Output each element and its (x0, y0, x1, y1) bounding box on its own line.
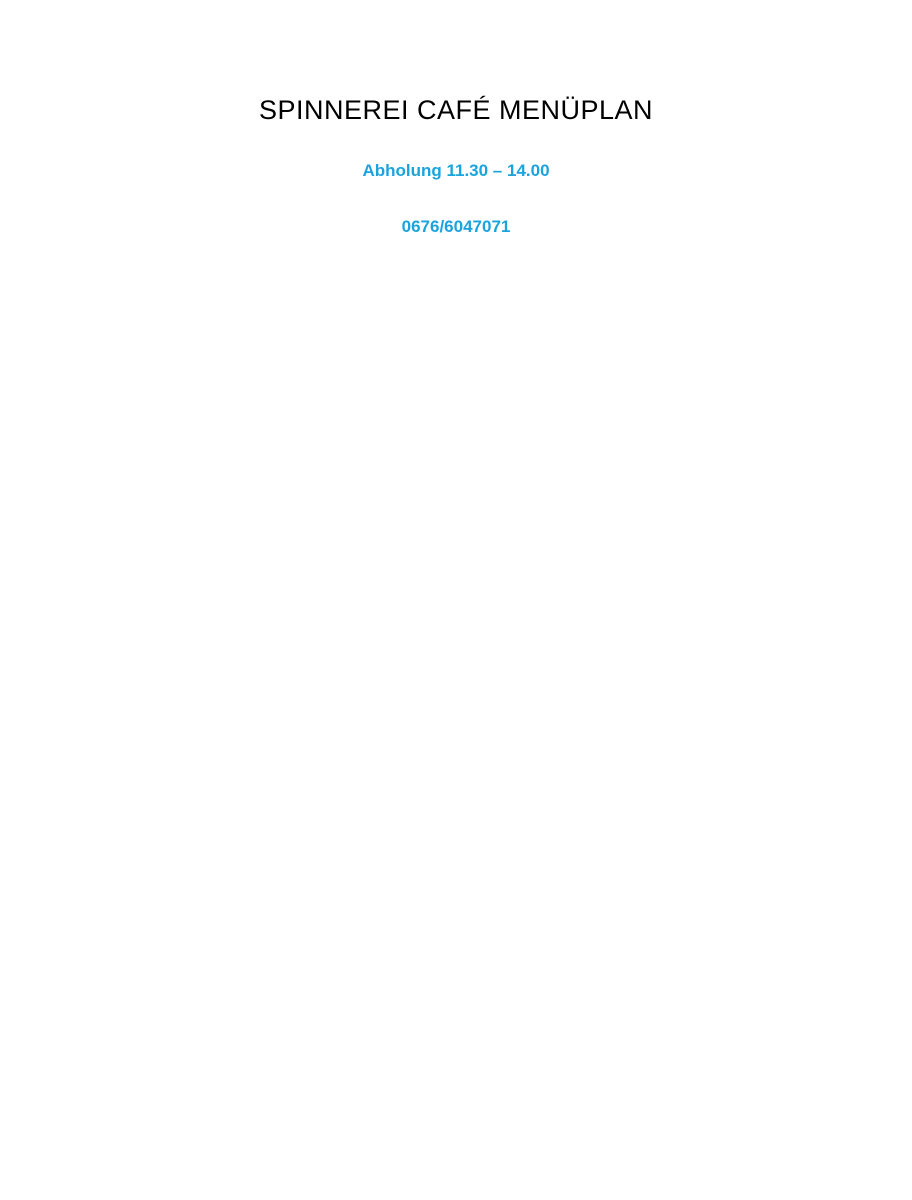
day-heading-tuesday (0, 475, 912, 497)
day-heading-wednesday (0, 636, 912, 658)
day-heading-thursday (0, 797, 912, 819)
menu-item (0, 538, 912, 562)
day-heading-daily (0, 926, 912, 948)
menu-item (0, 506, 912, 530)
dessert-item (0, 1053, 912, 1077)
page-title: SPINNEREI CAFÉ MENÜPLAN (258, 95, 654, 125)
menu-item (0, 667, 912, 691)
menu-item (0, 828, 912, 852)
menu-item (0, 699, 912, 723)
menu-item (0, 345, 912, 369)
day-heading-monday (0, 314, 912, 336)
menu-item (0, 377, 912, 401)
pickup-time: Abholung 11.30 – 14.00 (362, 161, 550, 180)
menu-item (0, 860, 912, 884)
menu-item (0, 989, 912, 1013)
phone-number[interactable]: 0676/6047071 (401, 217, 511, 236)
menu-item (0, 957, 912, 981)
